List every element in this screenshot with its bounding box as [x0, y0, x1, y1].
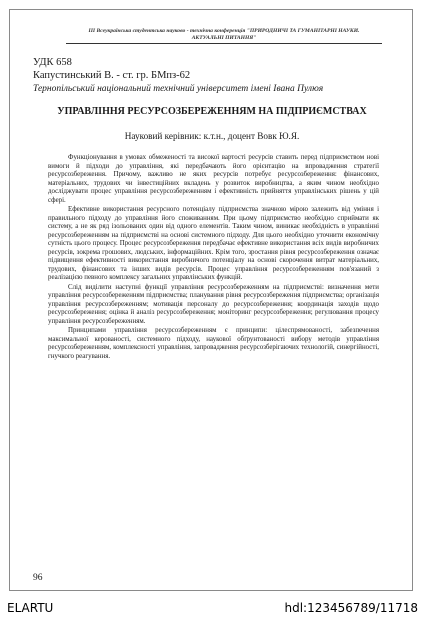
paragraph-3: Слід виділити наступні функції управління ресурсозбереженням на підприємстві: визначення мети управління ресурсозбереженням підприємства; планування рівня ресурсозбереження підприємства; організація управління ресурсозбереженням; мотивація персоналу до ресурсозбереження; координація заходів щодо ресурсозбереження; оцінка й аналіз ресурсозбереження; моніторинг ресурсозбереження; регулювання процесу управління ресурсозбереженням.: [48, 283, 379, 325]
repository-footer: [0, 599, 424, 620]
article-body: [48, 154, 379, 362]
repository-name: ELARTU: [7, 601, 54, 615]
paragraph-2: Ефективне використання ресурсного потенціалу підприємства значною мірою залежить від уміння і правильного підходу до управління його споживанням. При цьому підприємство необхідно сприймати як систему, а не як ряд ізольованих один від одного елементів. Таким чином, виникає необхідність в управлінні ресурсозбереженням на підприємстві на основі системного підходу. Для цього необхідно уточнити економічну сутність цього процесу. Процес ресурсозбереження передбачає ефективне використання всіх видів виробничих ресурсів, зокрема грошових, людських, інформаційних. Крім того, зростання рівня ресурсозбереження означає підвищення ефективності використання виробничого потенціалу на основі скорочення витрат матеріальних, трудових, фінансових та інших видів ресурсів. Процес управління ресурсозбереженням пов'язаний з реалізацією певного комплексу загальних управлінських функцій.: [48, 206, 379, 281]
scientific-advisor: Науковий керівник: к.т.н., доцент Вовк Ю.Я.: [124, 131, 300, 141]
author-line: Капустинський В. - ст. гр. БМпз-62: [33, 70, 191, 81]
article-title: УПРАВЛІННЯ РЕСУРСОЗБЕРЕЖЕННЯМ НА ПІДПРИЄМСТВАХ: [57, 106, 367, 117]
udc-code: УДК 658: [33, 57, 72, 68]
paragraph-1: Функціонування в умовах обмеженості та високої вартості ресурсів ставить перед підприємством нові вимоги й підходи до управління, які передбачають його орієнтацію на впровадження стратегії ресурсозбереження. Причому, важливо не яких ресурсів потребує ресурсозбереження: фінансових, матеріальних, трудових чи інвестиційних вкладень у розвиток виробництва, а яким чином необхідно досліджувати процес управління ресурсозбереженням і ефективність прийняття управлінських рішень у цій сфері.: [48, 154, 379, 204]
page-number: 96: [33, 573, 43, 583]
university-name: Тернопільський національний технічний університет імені Івана Пулюя: [33, 84, 324, 94]
handle-identifier[interactable]: hdl:123456789/11718: [284, 601, 418, 615]
conference-header: [66, 28, 382, 44]
paragraph-4: Принципами управління ресурсозбереженням є принципи: цілеспрямованості, забезпечення максимальної керованості, системного підходу, наукової обґрунтованості вибору методів управління ресурсозбереженням, комплексності управління, запровадження ресурсозберігаючих технологій, синергійності, гнучкого реагування.: [48, 327, 379, 360]
document-page: [9, 9, 413, 591]
conference-header-line-1: ІІІ Всеукраїнська студентська науково - технічна конференція "ПРИРОДНИЧІ ТА ГУМАНІТАРНІ НАУКИ.: [88, 28, 360, 34]
conference-header-line-2: АКТУАЛЬНІ ПИТАННЯ": [191, 35, 257, 41]
